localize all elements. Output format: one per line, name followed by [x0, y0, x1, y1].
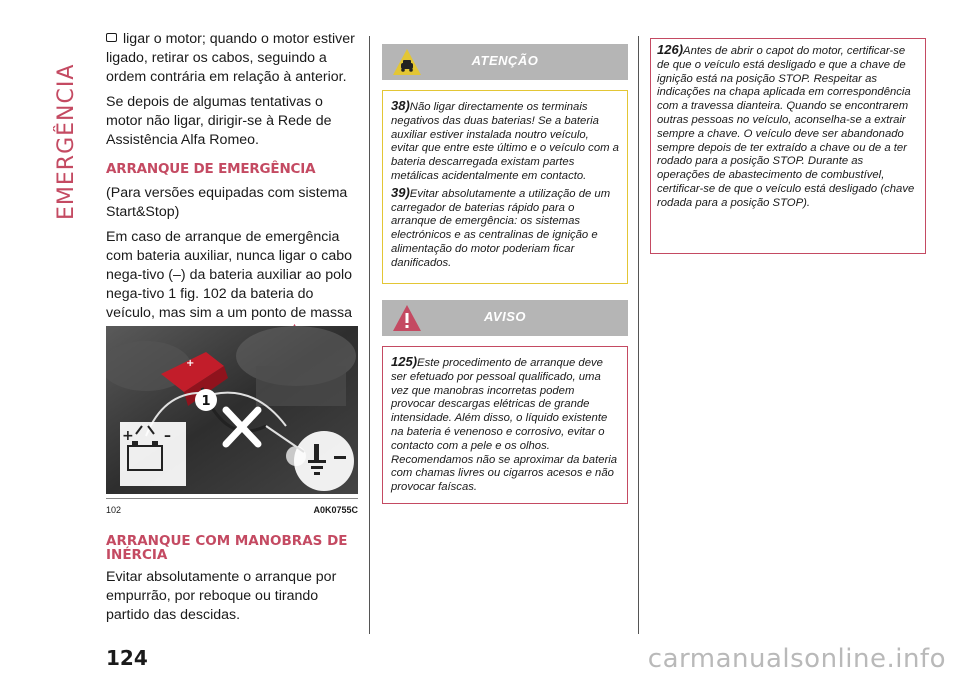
paragraph-2: Se depois de algumas tentativas o motor não ligar, dirigir-se à Rede de Assistência Alfa Romeo.	[106, 94, 332, 148]
column-separator-1	[369, 36, 370, 634]
atencao-body	[382, 90, 628, 284]
column-separator-2	[638, 36, 639, 634]
atencao-item-38: 38)Não ligar directamente os terminais negativos das duas baterias! Se a bateria auxiliar estiver instalada noutro veículo, evitar que entre este último e o veículo com a bateria descarregada existam partes metálicas acidentalmente em contacto.	[391, 98, 619, 182]
svg-text:–: –	[164, 428, 171, 444]
watermark: carmanualsonline.info	[647, 644, 946, 674]
atencao-title: ATENÇÃO	[471, 53, 539, 68]
atencao-item-39: 39)Evitar absolutamente a utilização de um carregador de baterias rápido para o arranque de emergência: os sistemas electrónicos e as centralinas de ignição e alimentação do motor poderiam ficar danificados.	[391, 184, 611, 269]
atencao-header-box	[382, 44, 628, 80]
aviso-body	[382, 346, 628, 504]
paragraph-4: Em caso de arranque de emergência com bateria auxiliar, nunca ligar o cabo nega-tivo (–) da bateria auxiliar ao polo nega-tivo 1 fig. 102 da bateria do veículo, mas sim a um ponto de massa	[106, 228, 358, 342]
figure-102-battery-photo	[106, 326, 358, 494]
page-number: 124	[106, 646, 148, 670]
battery-illustration	[106, 326, 358, 494]
column-1-lower-text	[106, 534, 358, 625]
figure-caption	[106, 503, 358, 517]
paragraph-1: ligar o motor; quando o motor estiver ligado, retirar os cabos, seguindo a ordem contrária em relação à anterior.	[106, 31, 355, 85]
chapter-side-title: EMERGÊNCIA	[54, 63, 79, 220]
figure-code: A0K0755C	[313, 505, 358, 515]
svg-text:+: +	[122, 428, 134, 444]
svg-text:+: +	[186, 358, 195, 369]
note-126-box	[650, 38, 926, 254]
heading-emergency-start: ARRANQUE DE EMERGÊNCIA	[106, 161, 316, 177]
ground-symbol-icon	[294, 431, 354, 491]
paragraph-5: Evitar absolutamente o arranque por empurrão, por reboque ou tirando partido das descidas.	[106, 569, 337, 623]
auxiliary-battery-icon	[120, 422, 186, 486]
heading-inertia-start: ARRANQUE COM MANOBRAS DE INÉRCIA	[106, 533, 348, 563]
atencao-header	[382, 44, 628, 80]
paragraph-3: (Para versões equipadas com sistema Start&Stop)	[106, 185, 348, 220]
note-126-text: Antes de abrir o capot do motor, certificar-se de que o veículo está desligado e que a chave de ignição está na posição STOP. Respeitar as indicações na chapa aplicada em correspondência com a travessa dianteira. Quando se encontrarem outras pessoas no veículo, aconselha-se a extrair sempre a chave. O veículo deve ser abandonado sempre depois de ter extraído a chave ou de a ter rodado para a posição STOP. Durante as operações de abastecimento de combustível, certificar-se de que o veículo está desligado (chave rodada para a posição STOP).	[657, 45, 915, 209]
column-1-text	[106, 30, 358, 348]
aviso-title: AVISO	[484, 309, 526, 324]
figure-rule	[106, 498, 358, 499]
aviso-item-125: 125)Este procedimento de arranque deve ser efetuado por pessoal qualificado, uma vez que manobras incorretas podem provocar descargas elétricas de grande intensidade. Além disso, o líquido existente na bateria é venenoso e corrosivo, evitar o contacto com a pele e os olhos. Recomendamos não se aproximar da bateria com chamas livres ou cigarros acesos e não provocar faíscas.	[391, 354, 618, 494]
aviso-header	[382, 300, 628, 336]
callout-1-label: 1	[201, 394, 211, 409]
figure-number: 102	[106, 505, 122, 515]
aviso-header-box	[382, 300, 628, 336]
bullet-square-icon	[106, 33, 117, 42]
note-126-number: 126)	[657, 42, 684, 57]
